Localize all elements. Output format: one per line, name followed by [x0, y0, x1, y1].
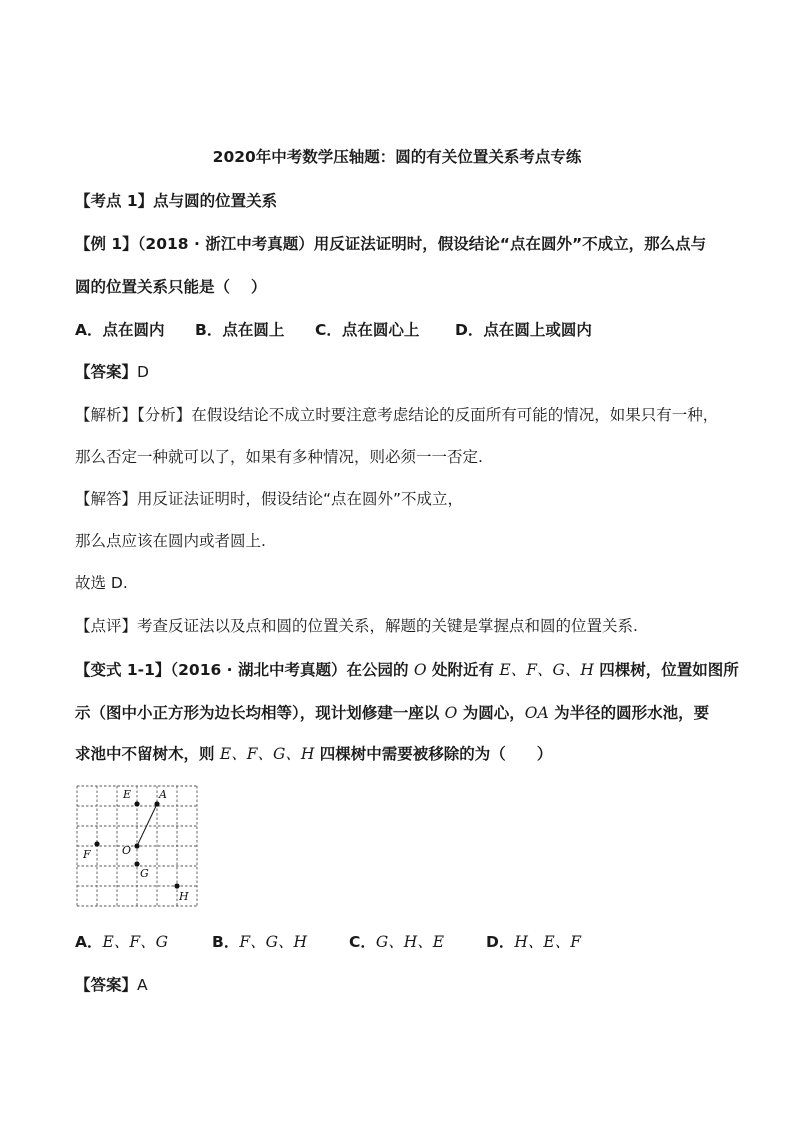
example1-options	[75, 320, 725, 340]
answer-value: A	[137, 976, 148, 994]
point-h	[174, 883, 179, 888]
label-f: F	[83, 848, 91, 861]
label-a: A	[159, 788, 167, 801]
point-a	[154, 801, 159, 806]
example1-solution-line2: 那么点应该在圆内或者圆上.	[75, 532, 266, 550]
variant-option-a: A．E、F、G	[75, 933, 168, 951]
variant1-question-line2: 示（图中小正方形为边长均相等），现计划修建一座以 O 为圆心，OA 为半径的圆形水池，要	[75, 704, 710, 722]
point-g	[134, 861, 139, 866]
example1-solution-line1: 【解答】用反证法证明时，假设结论“点在圆外”不成立，	[75, 490, 464, 508]
option-c: C．点在圆心上	[315, 321, 420, 339]
point-f	[94, 841, 99, 846]
answer-value: D	[137, 363, 149, 381]
example1-question-line2: 圆的位置关系只能是（ ）	[75, 278, 267, 296]
option-d: D．点在圆上或圆内	[455, 321, 592, 339]
page-title: 2020年中考数学压轴题：圆的有关位置关系考点专练	[212, 148, 582, 166]
section-heading: 【考点 1】点与圆的位置关系	[75, 192, 278, 210]
label-e: E	[123, 788, 132, 801]
label-g: G	[140, 867, 149, 880]
variant1-question-line3: 求池中不留树木，则 E、F、G、H 四棵树中需要被移除的为（ ）	[75, 745, 553, 763]
example1-comment: 【点评】考查反证法以及点和圆的位置关系，解题的关键是掌握点和圆的位置关系.	[75, 617, 638, 635]
example1-answer	[75, 362, 725, 382]
answer-label: 【答案】	[75, 363, 138, 381]
variant1-question-line1: 【变式 1-1】（2016 · 湖北中考真题）在公园的 O 处附近有 E、F、G、H 四棵树，位置如图所	[75, 661, 739, 679]
example1-question-line1: 【例 1】（2018 · 浙江中考真题）用反证法证明时，假设结论“点在圆外”不成立，那么点与	[75, 235, 707, 253]
grid-figure	[75, 784, 199, 912]
variant1-options	[75, 932, 725, 952]
example1-analysis-line2: 那么否定一种就可以了，如果有多种情况，则必须一一否定.	[75, 448, 483, 466]
option-a: A．点在圆内	[75, 321, 165, 339]
example1-analysis-line1: 【解析】【分析】在假设结论不成立时要注意考虑结论的反面所有可能的情况，如果只有一种，	[75, 406, 719, 424]
label-h: H	[179, 890, 189, 903]
label-o: O	[122, 844, 132, 857]
variant-option-c: C．G、H、E	[349, 933, 445, 951]
point-o	[134, 843, 139, 848]
segment-oa	[137, 804, 157, 846]
answer-label: 【答案】	[75, 976, 138, 994]
point-e	[134, 801, 139, 806]
variant-option-b: B．F、G、H	[212, 933, 307, 951]
variant1-answer	[75, 975, 725, 995]
example1-solution-line3: 故选 D.	[75, 574, 128, 592]
option-b: B．点在圆上	[195, 321, 285, 339]
variant-option-d: D．H、E、F	[486, 933, 581, 951]
